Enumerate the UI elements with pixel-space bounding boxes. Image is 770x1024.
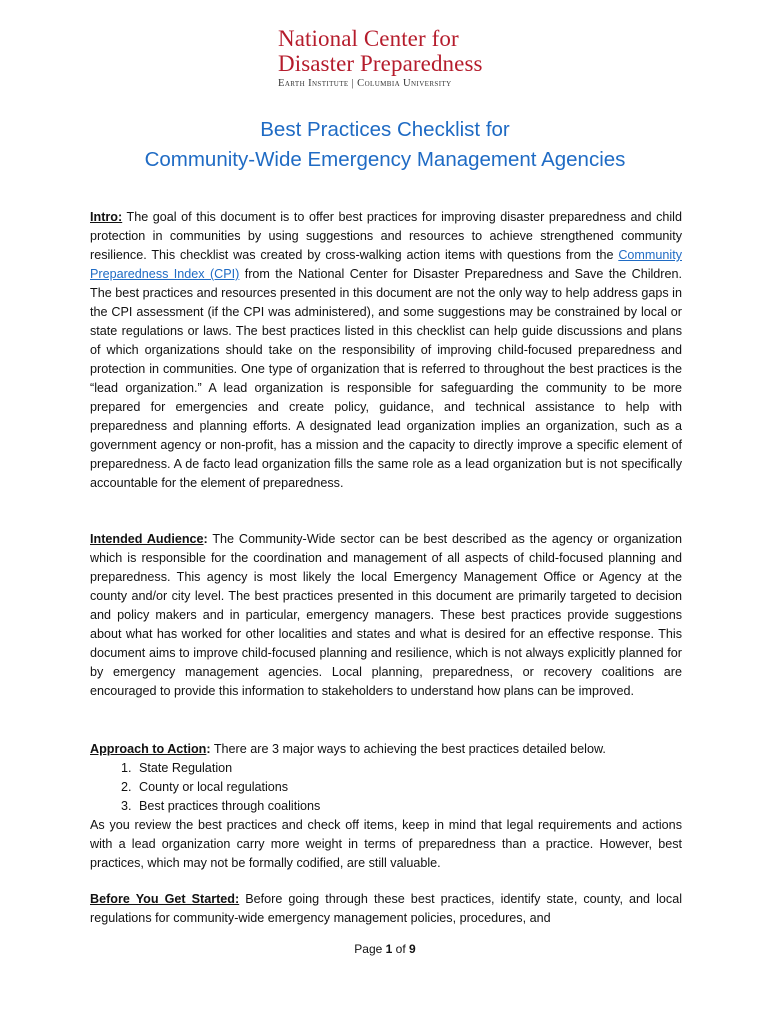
page-total: 9 xyxy=(409,942,416,956)
intro-section xyxy=(90,208,682,493)
page-word: Page xyxy=(354,942,383,956)
list-item: 3. Best practices through coalitions xyxy=(135,797,682,816)
cpi-link[interactable]: Community Preparedness Index (CPI) xyxy=(90,248,682,281)
approach-intro xyxy=(90,740,682,759)
approach-section xyxy=(90,740,682,873)
list-item: 1. State Regulation xyxy=(135,759,682,778)
approach-colon: : xyxy=(206,742,211,756)
before-label: Before You Get Started: xyxy=(90,892,240,906)
approach-list xyxy=(90,759,682,816)
audience-label: Intended Audience xyxy=(90,532,204,546)
page-of-word: of xyxy=(395,942,406,956)
intro-text-2: from the National Center for Disaster Preparedness and Save the Children. The best practices and resources presented in this document are not the only way to help address gaps in the CPI assessment (if the CPI was administered), and some suggestions may be constrained by local or state regulations or laws. The best practices listed in this checklist can help guide discussions and plans of which organizations should take on the responsibility of improving child-focused preparedness and protection in communities. One type of organization that is referred to throughout the best practices is the “lead organization.” A lead organization is responsible for safeguarding the community to be more prepared for emergencies and create policy, guidance, and technical assistance to help with preparedness and planning efforts. A designated lead organization implies an organization, such as a government agency or non-profit, has a mission and the capacity to directly improve a specific element of preparedness. A de facto lead organization fills the same role as a lead organization but is not specifically accountable for the element of preparedness. xyxy=(90,267,682,490)
list-item: 2. County or local regulations xyxy=(135,778,682,797)
approach-label: Approach to Action xyxy=(90,742,207,756)
approach-text: There are 3 major ways to achieving the best practices detailed below. xyxy=(210,742,606,756)
logo-line-1: National Center for xyxy=(278,26,459,51)
audience-section xyxy=(90,530,682,701)
intro-paragraph xyxy=(90,208,682,493)
intro-text-1: The goal of this document is to offer best practices for improving disaster preparedness and child protection in communities by using suggestions and resources to achieve strengthened community resilience. This checklist was created by cross-walking action items with questions from the xyxy=(90,210,682,262)
page-footer xyxy=(0,942,770,956)
page-current: 1 xyxy=(385,942,393,956)
logo-line-2: Disaster Preparedness xyxy=(278,51,483,76)
approach-followup: As you review the best practices and check off items, keep in mind that legal requirements and actions with a lead organization carry more weight in terms of preparedness than a practice. However, best practices, which may not be formally codified, are still valuable. xyxy=(90,818,682,870)
document-title-line-1: Best Practices Checklist for xyxy=(260,118,510,141)
logo-subtitle: Earth Institute | Columbia University xyxy=(278,78,452,89)
audience-paragraph xyxy=(90,530,682,701)
before-text: Before going through these best practices, identify state, county, and local regulations for community-wide emergency management policies, procedures, and xyxy=(90,892,682,925)
before-paragraph xyxy=(90,890,682,928)
audience-text: The Community-Wide sector can be best described as the agency or organization which is responsible for the coordination and management of all aspects of child-focused planning and preparedness. This agency is most likely the local Emergency Management Office or Agency at the county and/or city level. The best practices presented in this document are primarily targeted to decision and policy makers and in particular, emergency managers. These best practices provide suggestions about what has worked for other localities and states and what is desired for an effective response. This document aims to improve child-focused planning and resilience, which is not always explicitly planned for by emergency management agencies. Local planning, preparedness, or recovery coalitions are encouraged to provide this information to stakeholders to understand how plans can be improved. xyxy=(90,532,683,698)
document-title-line-2: Community-Wide Emergency Management Agencies xyxy=(144,148,626,171)
before-section xyxy=(90,890,682,928)
ncdp-logo xyxy=(278,26,508,89)
audience-colon: : xyxy=(203,532,208,546)
intro-label: Intro: xyxy=(90,210,123,224)
